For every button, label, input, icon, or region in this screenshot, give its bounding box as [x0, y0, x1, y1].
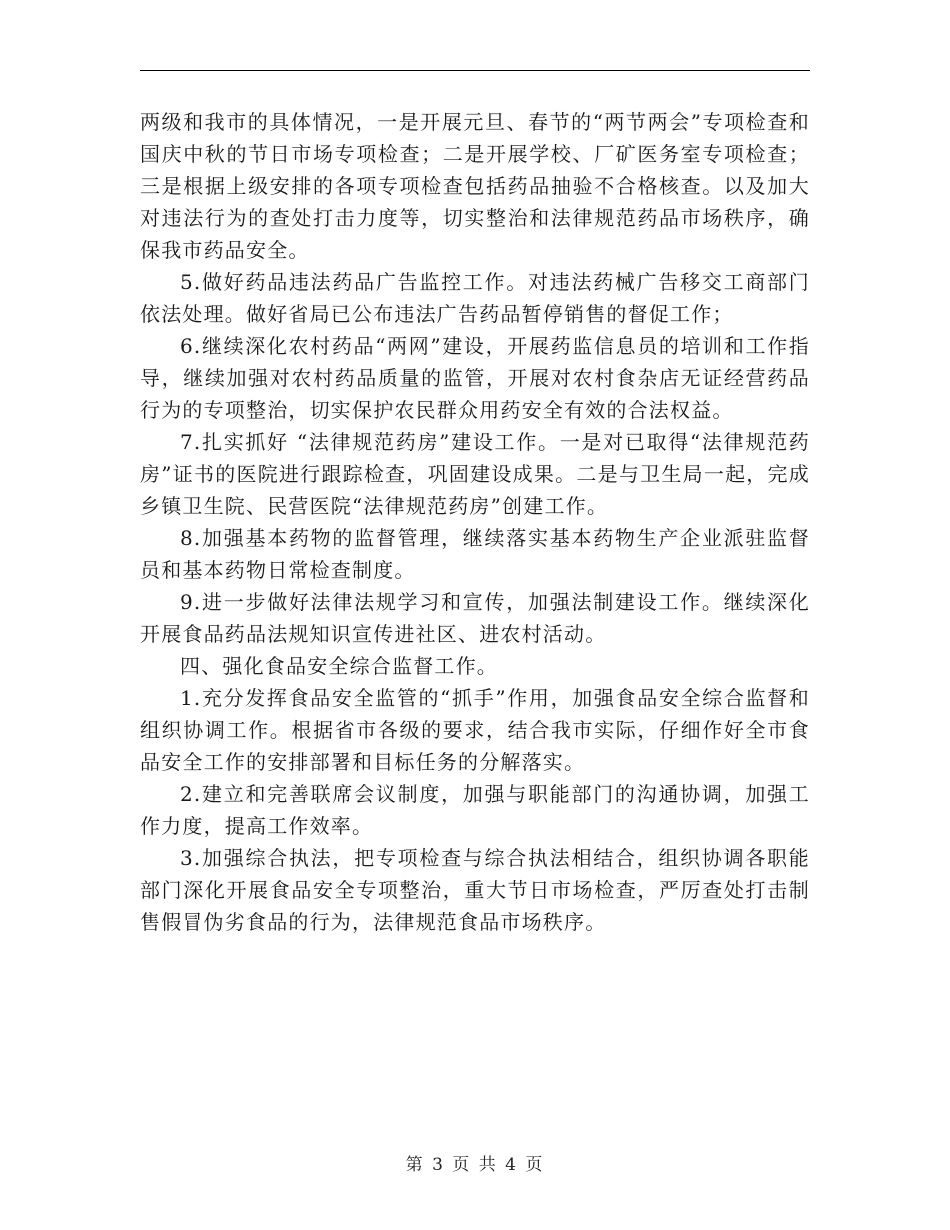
paragraph: 5.做好药品违法药品广告监控工作。对违法药械广告移交工商部门依法处理。做好省局已公布违法广告药品暂停销售的督促工作； [140, 270, 810, 326]
header-rule [140, 70, 810, 71]
paragraph: 6.继续深化农村药品“两网”建设，开展药监信息员的培训和工作指导，继续加强对农村药品质量的监管，开展对农村食杂店无证经营药品行为的专项整治，切实保护农民群众用药安全有效的合法权益。 [140, 334, 810, 422]
page-number-footer: 第 3 页 共 4 页 [405, 1155, 545, 1175]
paragraph: 8.加强基本药物的监督管理，继续落实基本药物生产企业派驻监督员和基本药物日常检查制度。 [140, 526, 810, 582]
paragraph: 7.扎实抓好 “法律规范药房”建设工作。一是对已取得“法律规范药房”证书的医院进行跟踪检查，巩固建设成果。二是与卫生局一起，完成乡镇卫生院、民营医院“法律规范药房”创建工作。 [140, 430, 810, 518]
paragraph: 2.建立和完善联席会议制度，加强与职能部门的沟通协调，加强工作力度，提高工作效率。 [140, 782, 810, 838]
paragraph: 1.充分发挥食品安全监管的“抓手”作用，加强食品安全综合监督和组织协调工作。根据省市各级的要求，结合我市实际，仔细作好全市食品安全工作的安排部署和目标任务的分解落实。 [140, 686, 810, 774]
paragraph: 两级和我市的具体情况，一是开展元旦、春节的“两节两会”专项检查和国庆中秋的节日市场专项检查；二是开展学校、厂矿医务室专项检查；三是根据上级安排的各项专项检查包括药品抽验不合格核查。以及加大对违法行为的查处打击力度等，切实整治和法律规范药品市场秩序，确保我市药品安全。 [140, 110, 810, 262]
document-body [140, 106, 810, 938]
paragraph: 9.进一步做好法律法规学习和宣传，加强法制建设工作。继续深化开展食品药品法规知识宣传进社区、进农村活动。 [140, 590, 810, 646]
section-heading: 四、强化食品安全综合监督工作。 [180, 654, 498, 678]
paragraph: 3.加强综合执法，把专项检查与综合执法相结合，组织协调各职能部门深化开展食品安全专项整治，重大节日市场检查，严厉查处打击制售假冒伪劣食品的行为，法律规范食品市场秩序。 [140, 846, 810, 934]
